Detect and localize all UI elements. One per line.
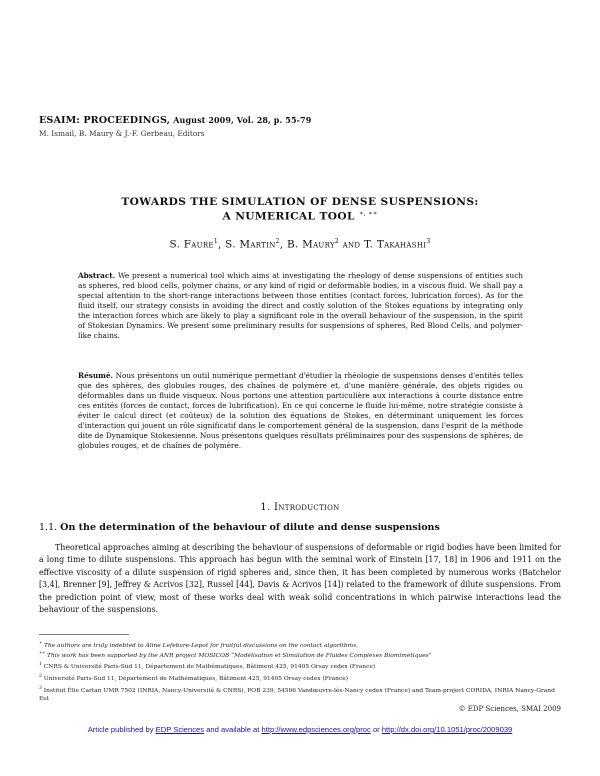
section-title: Introduction bbox=[274, 502, 340, 513]
copyright-notice: © EDP Sciences, SMAI 2009 bbox=[458, 705, 561, 713]
footnote-mark: 2 bbox=[39, 674, 42, 679]
title-footnote-marks: ∗, ∗∗ bbox=[358, 210, 378, 217]
body-paragraph: Theoretical approaches aiming at describing the behaviour of suspensions of deformable or rigid bodies have been limited for a long time to dilute suspensions. This approach has begun with the seminal work of Einstein [17, 18] in 1906 and 1911 on the effective viscosity of a dilute suspension of rigid spheres and, since then, it has been completed by numerous works (Batchelor [3,4], Brenner [9], Jeffrey & Acrivos [32], Russel [44], Davis & Acrivos [14]) related to the framework of dilute suspensions. From the prediction point of view, most of these works deal with weak solid concentrations in which pairwise interactions lead the behaviour of the suspensions. bbox=[39, 543, 561, 615]
footnote-text: This work has been supported by the ANR project MOSICOB “Modélisation et Simulation de Fluides Complexes Biomimétiques” bbox=[47, 652, 432, 659]
footnote-mark: ∗ bbox=[39, 641, 43, 646]
abstract-english bbox=[78, 271, 523, 341]
author-affiliation-mark: 2 bbox=[275, 238, 280, 245]
author-name: S. Martin bbox=[225, 238, 276, 251]
footnote-text: Université Paris-Sud 11, Département de Mathématiques, Bâtiment 425, 91405 Orsay cedex (France) bbox=[43, 675, 349, 682]
paper-title-line-2 bbox=[0, 210, 600, 223]
footnote-acknowledgement bbox=[39, 640, 561, 650]
journal-issue: August 2009, Vol. 28, p. 55-79 bbox=[173, 115, 312, 125]
subsection-heading bbox=[39, 522, 440, 533]
footnote-mark: 3 bbox=[39, 686, 42, 691]
footnote-divider bbox=[39, 634, 129, 635]
author-list bbox=[0, 238, 600, 250]
author-name: T. Takahashi bbox=[363, 238, 427, 251]
publisher-line bbox=[0, 725, 600, 734]
footnote-text: The authors are truly indebted to Aline Lefebvre-Lepot for fruitful discussions on the contact algorithms. bbox=[43, 642, 359, 649]
paper-title-line-1: TOWARDS THE SIMULATION OF DENSE SUSPENSIONS: bbox=[121, 196, 479, 208]
section-number: 1. bbox=[260, 502, 271, 513]
author-name: S. Faure bbox=[169, 238, 214, 251]
author-separator: , bbox=[217, 238, 226, 251]
section-heading bbox=[0, 502, 600, 513]
footnote-affiliation-3 bbox=[39, 685, 561, 703]
editors-line: M. Ismail, B. Maury & J.-F. Gerbeau, Editors bbox=[39, 129, 205, 138]
author-affiliation-mark: 2 bbox=[334, 238, 340, 245]
paper-title-text: A NUMERICAL TOOL bbox=[222, 210, 355, 223]
subsection-number: 1.1. bbox=[39, 522, 58, 533]
footnote-mark: 1 bbox=[39, 662, 42, 667]
proceedings-url-link[interactable]: http://www.edpsciences.org/proc bbox=[261, 725, 371, 734]
subsection-title: On the determination of the behaviour of dilute and dense suspensions bbox=[60, 522, 440, 533]
publisher-middle: and available at bbox=[204, 725, 262, 734]
footnote-affiliation-2 bbox=[39, 673, 561, 683]
doi-link[interactable]: http://dx.doi.org/10.1051/proc/2009039 bbox=[381, 725, 513, 734]
resume-text: Nous présentons un outil numérique permettant d'étudier la rhéologie de suspensions denses d'entités telles que des sphères, des globules rouges, des chaînes de polymère et, d'une manière générale, des objets rigides ou déformables dans un fluide visqueux. Nous portons une attention particulière aux interactions à courte distance entre ces entités (forces de contact, forces de lubrification). En ce qui concerne le fluide lui-même, notre stratégie consiste à éviter le calcul direct (et coûteux) de la solution des équations de Stokes, en déterminant uniquement les forces d'interaction qui jouent un rôle significatif dans le comportement général de la suspension, dans l'esprit de la méthode dite de Dynamique Stokesienne. Nous présentons quelques résultats préliminaires pour des suspensions de sphères, de globules rouges, et de chaînes de polymère. bbox=[78, 371, 523, 450]
author-name: B. Maury bbox=[286, 238, 335, 251]
footnote-funding bbox=[39, 650, 561, 660]
author-separator: , bbox=[279, 238, 287, 251]
publisher-or: or bbox=[370, 725, 382, 734]
publisher-link[interactable]: EDP Sciences bbox=[155, 725, 205, 734]
footnote-affiliation-1 bbox=[39, 661, 561, 671]
journal-name: ESAIM: PROCEEDINGS, bbox=[39, 115, 171, 126]
publisher-prefix: Article published by bbox=[87, 725, 156, 734]
journal-header bbox=[39, 115, 311, 126]
author-affiliation-mark: 1 bbox=[213, 238, 218, 245]
footnote-text: Institut Élie Cartan UMR 7502 (INRIA, Nancy-Université & CNRS), POB 239, 54506 Vandœuvre-lès-Nancy cedex (France) and Team-project CORIDA, INRIA Nancy-Grand Est bbox=[39, 687, 555, 702]
abstract-label: Abstract. bbox=[78, 271, 116, 280]
abstract-french bbox=[78, 371, 523, 451]
author-separator: and bbox=[339, 238, 364, 251]
footnote-mark: ∗∗ bbox=[39, 651, 46, 656]
footnote-text: CNRS & Université Paris-Sud 11, Département de Mathématiques, Bâtiment 425, 91405 Orsay cedex (France) bbox=[43, 663, 376, 670]
abstract-text: We present a numerical tool which aims at investigating the rheology of dense suspensions of entities such as spheres, red blood cells, polymer chains, or any kind of rigid or deformable bodies, in a viscous fluid. We shall pay a special attention to the short-range interactions between those entities (contact forces, lubrication forces). As for the fluid itself, our strategy consists in avoiding the direct and costly solution of the Stokes equations by integrating only the interaction forces which are likely to play a significant role in the overall behaviour of the suspension, in the spirit of Stokesian Dynamics. We present some preliminary results for suspensions of spheres, Red Blood Cells, and polymer-like chains. bbox=[78, 271, 523, 340]
resume-label: Résumé. bbox=[78, 371, 114, 380]
author-affiliation-mark: 3 bbox=[426, 238, 431, 245]
